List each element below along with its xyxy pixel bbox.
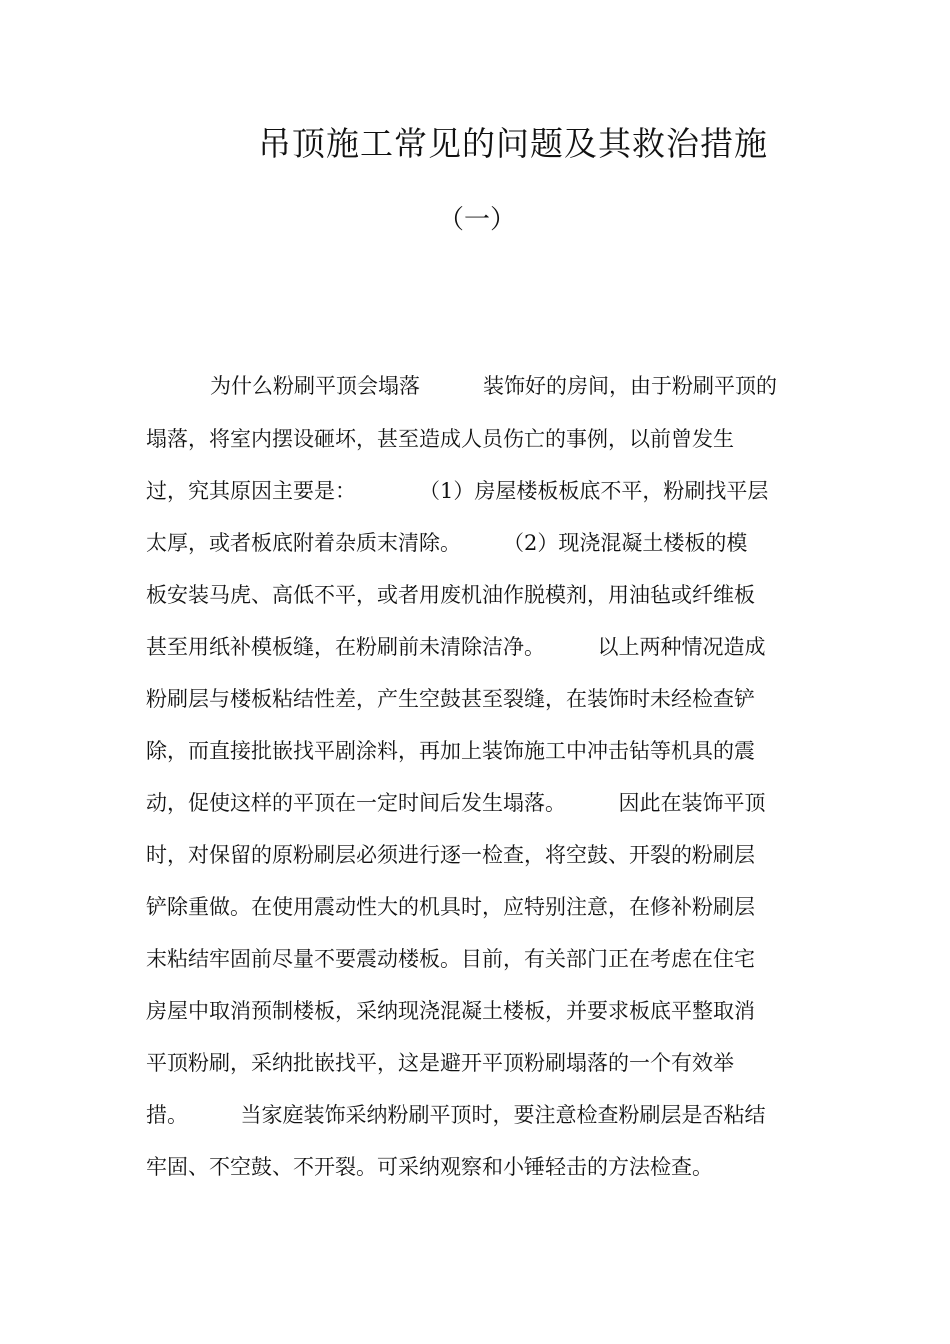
document-subtitle: （一） (438, 205, 517, 235)
body-line: 粉刷层与楼板粘结性差，产生空鼓甚至裂缝，在装饰时未经检查铲 (146, 687, 755, 711)
body-line: 时，对保留的原粉刷层必须进行逐一检查，将空鼓、开裂的粉刷层 (146, 843, 755, 867)
document-title: 吊顶施工常见的问题及其救治措施 (258, 124, 768, 163)
body-line: 塌落，将室内摆设砸坏，甚至造成人员伤亡的事例，以前曾发生 (146, 427, 734, 451)
body-line: 动，促使这样的平顶在一定时间后发生塌落。 因此在装饰平顶 (146, 791, 766, 815)
body-line: 末粘结牢固前尽量不要震动楼板。目前，有关部门正在考虑在住宅 (146, 947, 755, 971)
body-line: 为什么粉刷平顶会塌落 装饰好的房间，由于粉刷平顶的 (210, 374, 777, 398)
body-line: 甚至用纸补模板缝，在粉刷前未清除洁净。 以上两种情况造成 (146, 635, 766, 659)
body-line: 房屋中取消预制楼板，采纳现浇混凝土楼板，并要求板底平整取消 (146, 999, 755, 1023)
body-line: 太厚，或者板底附着杂质末清除。 （2）现浇混凝土楼板的模 (146, 531, 748, 555)
body-line: 平顶粉刷，采纳批嵌找平，这是避开平顶粉刷塌落的一个有效举 (146, 1051, 734, 1075)
body-line: 牢固、不空鼓、不开裂。可采纳观察和小锤轻击的方法检查。 (146, 1155, 713, 1179)
body-line: 过，究其原因主要是： （1）房屋楼板板底不平，粉刷找平层 (146, 479, 769, 503)
body-line: 措。 当家庭装饰采纳粉刷平顶时，要注意检查粉刷层是否粘结 (146, 1103, 766, 1127)
body-line: 板安装马虎、高低不平，或者用废机油作脱模剂，用油毡或纤维板 (146, 583, 755, 607)
body-line: 铲除重做。在使用震动性大的机具时，应特别注意，在修补粉刷层 (146, 895, 755, 919)
body-line: 除，而直接批嵌找平剧涂料，再加上装饰施工中冲击钻等机具的震 (146, 739, 755, 763)
